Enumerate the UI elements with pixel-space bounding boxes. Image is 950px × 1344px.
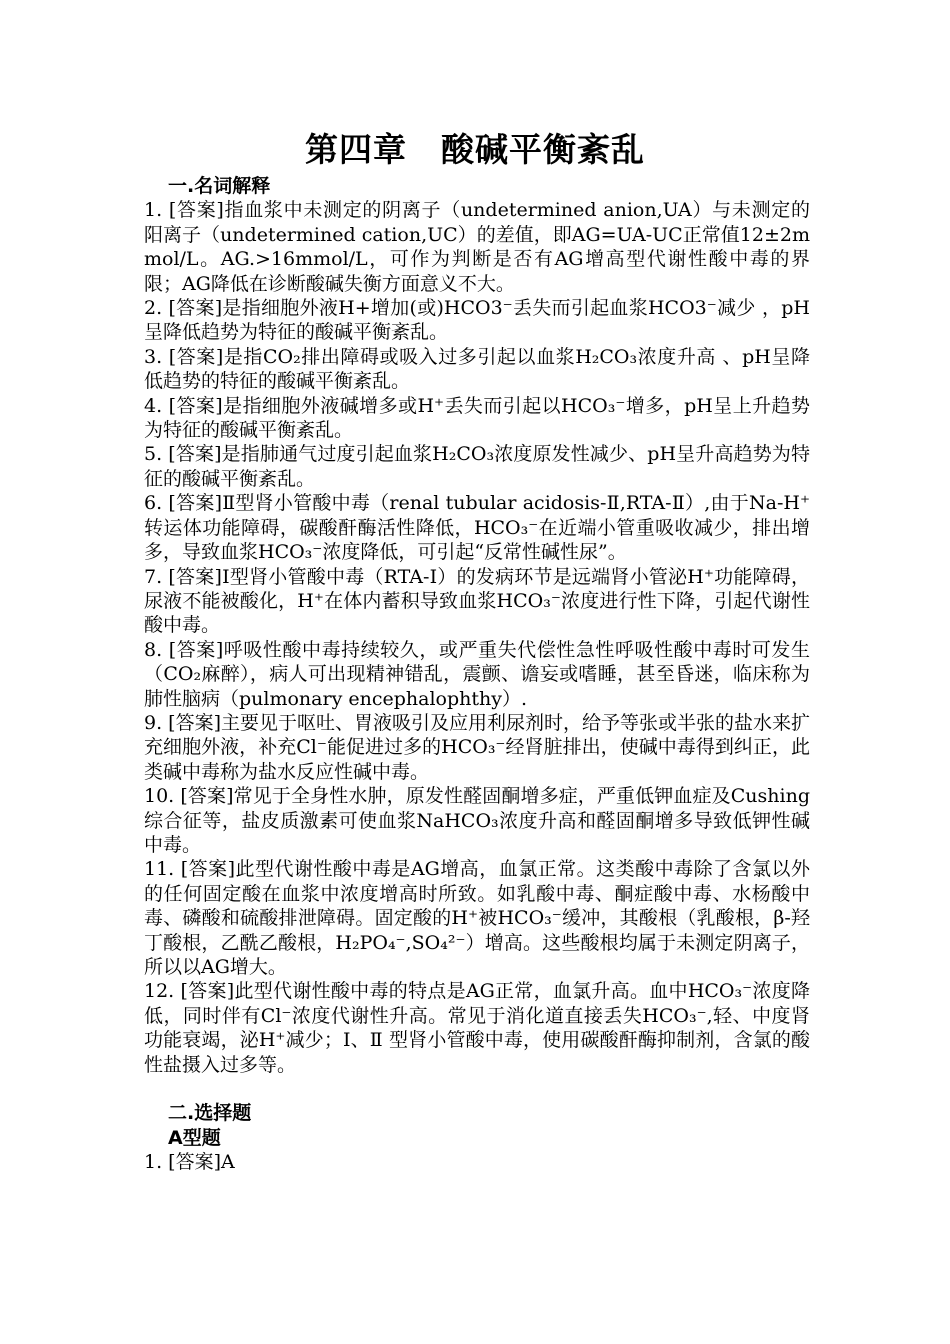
definition-item: 9. [答案]主要见于呕吐、胃液吸引及应用利尿剂时，给予等张或半张的盐水来扩充细胞外液，补充Cl⁻能促进过多的HCO₃⁻经肾脏排出，使碱中毒得到纠正，此类碱中毒称为盐水反应性碱中毒。 bbox=[144, 711, 810, 783]
definition-item: 4. [答案]是指细胞外液碱增多或H⁺丢失而引起以HCO₃⁻增多，pH呈上升趋势为特征的酸碱平衡紊乱。 bbox=[144, 394, 810, 442]
definition-item: 8. [答案]呼吸性酸中毒持续较久，或严重失代偿性急性呼吸性酸中毒时可发生（CO₂麻醉），病人可出现精神错乱，震颤、谵妄或嗜睡，甚至昏迷，临床称为肺性脑病（pulmonary encephalophthy）. bbox=[144, 638, 810, 710]
definition-item: 10. [答案]常见于全身性水肿，原发性醛固酮增多症，严重低钾血症及Cushing综合征等，盐皮质激素可使血浆NaHCO₃浓度升高和醛固酮增多导致低钾性碱中毒。 bbox=[144, 785, 810, 856]
section-heading-choice: 二.选择题 bbox=[168, 1102, 252, 1125]
section-spacer bbox=[144, 1077, 810, 1101]
document-body bbox=[144, 174, 810, 1175]
answer-item: 1. [答案]A bbox=[144, 1151, 235, 1174]
page-title: 第四章 酸碱平衡紊乱 bbox=[305, 130, 645, 169]
definition-item: 5. [答案]是指肺通气过度引起血浆H₂CO₃浓度原发性减少、pH呈升高趋势为特征的酸碱平衡紊乱。 bbox=[144, 443, 810, 490]
definition-item: 6. [答案]Ⅱ型肾小管酸中毒（renal tubular acidosis-Ⅱ,RTA-Ⅱ）,由于Na-H⁺转运体功能障碍，碳酸酐酶活性降低，HCO₃⁻在近端小管重吸收减少，排出增多，导致血浆HCO₃⁻浓度降低，可引起“反常性碱性尿”。 bbox=[144, 492, 810, 564]
definition-item: 11. [答案]此型代谢性酸中毒是AG增高，血氯正常。这类酸中毒除了含氯以外的任何固定酸在血浆中浓度增高时所致。如乳酸中毒、酮症酸中毒、水杨酸中毒、磷酸和硫酸排泄障碍。固定酸的H⁺被HCO₃⁻缓冲，其酸根（乳酸根，β-羟丁酸根，乙酰乙酸根，H₂PO₄⁻,SO₄²⁻）增高。这些酸根均属于未测定阴离子，所以以AG增大。 bbox=[144, 858, 810, 978]
definition-item: 2. [答案]是指细胞外液H+增加(或)HCO3⁻丢失而引起血浆HCO3⁻减少 ，pH呈降低趋势为特征的酸碱平衡紊乱。 bbox=[144, 297, 810, 344]
subsection-heading-type-a: A型题 bbox=[168, 1126, 221, 1149]
definition-item: 7. [答案]Ⅰ型肾小管酸中毒（RTA-Ⅰ）的发病环节是远端肾小管泌H⁺功能障碍，尿液不能被酸化，H⁺在体内蓄积导致血浆HCO₃⁻浓度进行性下降，引起代谢性酸中毒。 bbox=[144, 565, 810, 637]
section-heading-definitions: 一.名词解释 bbox=[168, 175, 271, 197]
definition-item: 12. [答案]此型代谢性酸中毒的特点是AG正常，血氯升高。血中HCO₃⁻浓度降低，同时伴有Cl⁻浓度代谢性升高。常见于消化道直接丢失HCO₃⁻,轻、中度肾功能衰竭，泌H⁺减少；Ⅰ、Ⅱ 型肾小管酸中毒，使用碳酸酐酶抑制剂，含氯的酸性盐摄入过多等。 bbox=[144, 980, 810, 1076]
definition-item: 3. [答案]是指CO₂排出障碍或吸入过多引起以血浆H₂CO₃浓度升高 、pH呈降低趋势的特征的酸碱平衡紊乱。 bbox=[144, 345, 810, 393]
definition-item: 1. [答案]指血浆中未测定的阴离子（undetermined anion,UA）与未测定的阳离子（undetermined cation,UC）的差值，即AG=UA-UC正常值12±2mmol/L。AG.>16mmol/L，可作为判断是否有AG增高型代谢性酸中毒的界限；AG降低在诊断酸碱失衡方面意义不大。 bbox=[144, 199, 810, 295]
